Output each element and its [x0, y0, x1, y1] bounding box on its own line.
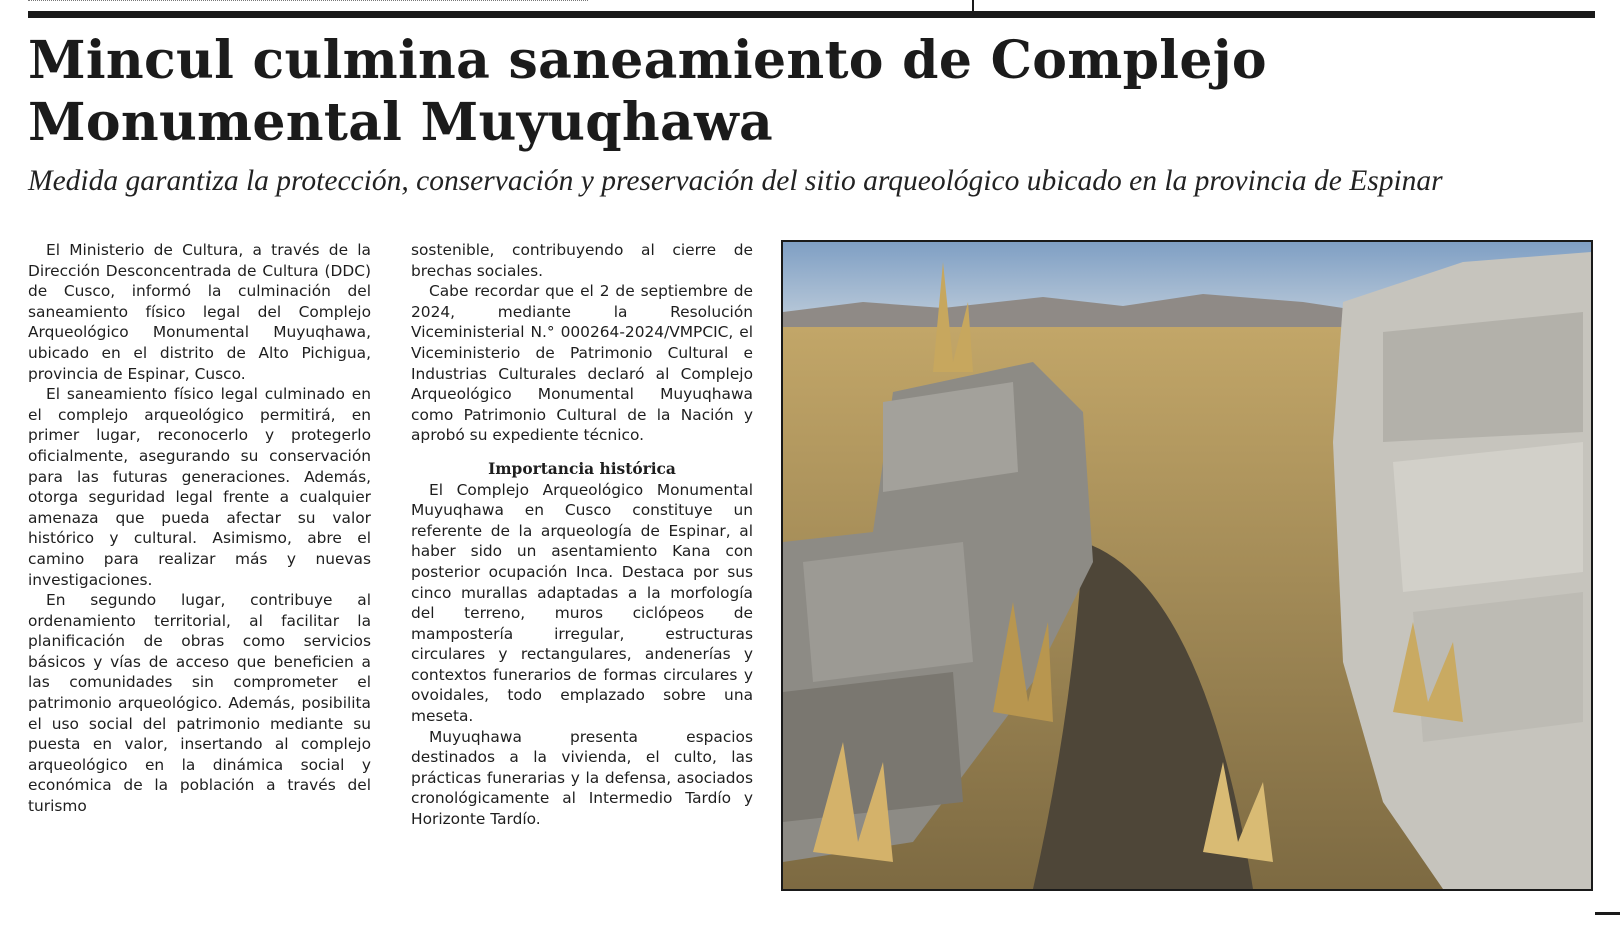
photo-illustration	[783, 242, 1591, 889]
header-rule	[28, 11, 1595, 18]
subtitle: Medida garantiza la protección, conservación y preservación del sitio arqueológico ubicado en la provincia de Espinar	[28, 165, 1443, 197]
article-photo	[781, 240, 1593, 891]
top-edge-rule	[28, 0, 588, 4]
paragraph-continuation: sostenible, contribuyendo al cierre de brechas sociales.	[411, 241, 753, 280]
article-column-2	[411, 240, 753, 830]
paragraph: En segundo lugar, contribuye al ordenamiento territorial, al facilitar la planificación de obras como servicios básicos y vías de acceso que beneficien a las comunidades sin comprometer el patrimonio arqueológico. Además, posibilita el uso social del patrimonio mediante su puesta en valor, insertando al complejo arqueológico en la dinámica social y económica de la población a través del turismo	[28, 591, 371, 816]
article-column-1	[28, 240, 371, 817]
headline: Mincul culmina saneamiento de Complejo Monumental Muyuqhawa	[28, 30, 1267, 153]
paragraph: El Ministerio de Cultura, a través de la Dirección Desconcentrada de Cultura (DDC) de Cusco, informó la culminación del saneamiento físico legal del Complejo Arqueológico Monumental Muyuqhawa, ubicado en el distrito de Alto Pichigua, provincia de Espinar, Cusco.	[28, 241, 371, 383]
paragraph: El Complejo Arqueológico Monumental Muyuqhawa en Cusco constituye un referente de la arqueología de Espinar, al haber sido un asentamiento Kana con posterior ocupación Inca. Destaca por sus cinco murallas adaptadas a la morfología del terreno, muros ciclópeos de mampostería irregular, estructuras circulares y rectangulares, andenerías y contextos funerarios de formas circulares y ovoidales, todo emplazado sobre una meseta.	[411, 480, 753, 726]
paragraph: El saneamiento físico legal culminado en el complejo arqueológico permitirá, en primer lugar, reconocerlo y protegerlo oficialmente, asegurando su conservación para las futuras generaciones. Además, otorga seguridad legal frente a cualquier amenaza que pueda afectar su valor histórico y cultural. Asimismo, abre el camino para realizar más y nuevas investigaciones.	[28, 385, 371, 589]
paragraph: Muyuqhawa presenta espacios destinados a la vivienda, el culto, las prácticas funerarias y la defensa, asociados cronológicamente al Intermedio Tardío y Horizonte Tardío.	[411, 727, 753, 829]
paragraph: Cabe recordar que el 2 de septiembre de 2024, mediante la Resolución Viceministerial N.° 000264-2024/VMPCIC, el Viceministerio de Patrimonio Cultural e Industrias Culturales declaró al Complejo Arqueológico Monumental Muyuqhawa como Patrimonio Cultural de la Nación y aprobó su expediente técnico.	[411, 282, 753, 445]
subheading: Importancia histórica	[488, 459, 676, 478]
page-edge-mark	[1595, 912, 1620, 915]
column-divider	[972, 0, 974, 11]
